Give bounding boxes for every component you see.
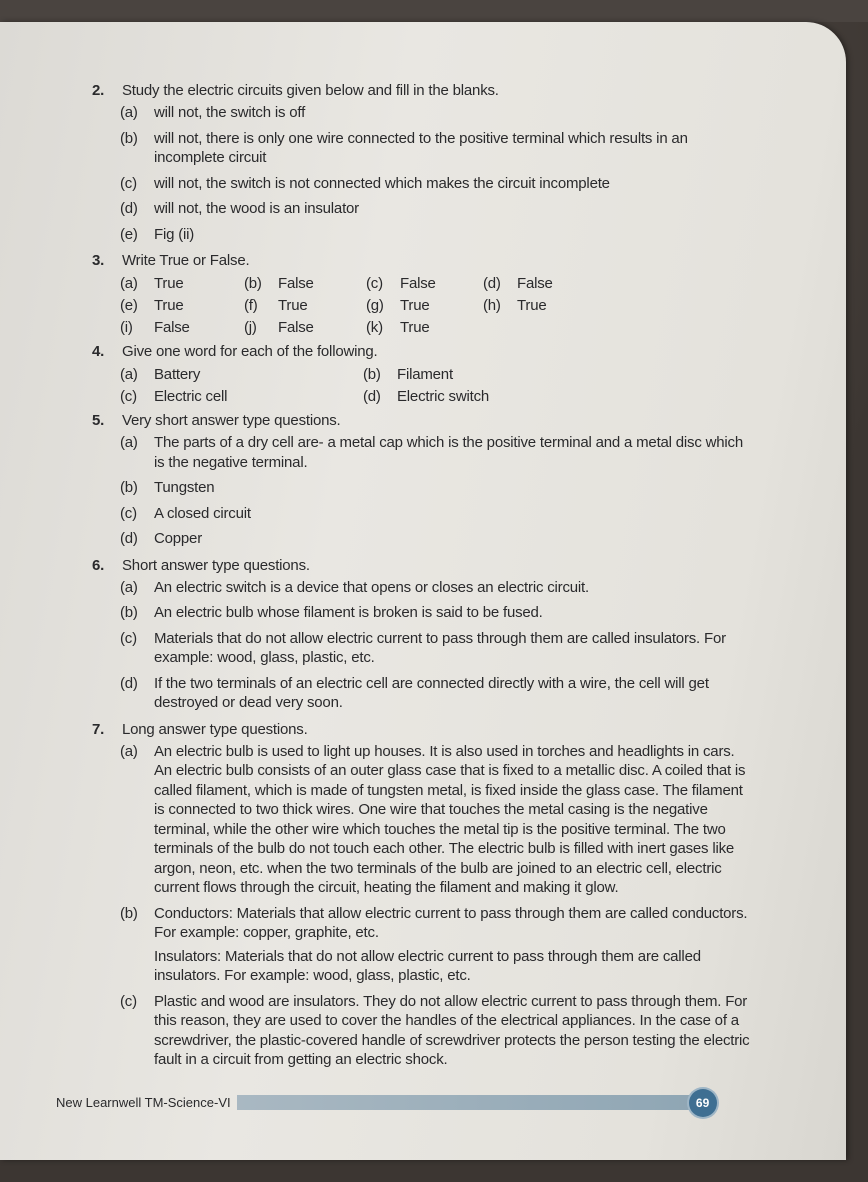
answer-text	[154, 529, 752, 553]
answer-text	[154, 742, 752, 902]
answer-label: (c)	[120, 504, 137, 522]
answer-item	[120, 295, 244, 317]
answer-item	[366, 295, 483, 317]
answer-text: True	[400, 297, 430, 314]
answer-label: (d)	[483, 275, 501, 292]
answer-paragraph: Materials that do not allow electric current to pass through them are called insulators. For example: wood, glass, plastic, etc.	[154, 629, 726, 666]
answer-label: (e)	[120, 225, 138, 243]
question-title: Study the electric circuits given below and fill in the blanks.	[122, 82, 499, 99]
question-heading	[92, 341, 752, 362]
answer-paragraph: will not, the switch is off	[154, 104, 306, 121]
question-4	[92, 341, 752, 408]
answer-grid	[92, 273, 752, 339]
answer-item	[92, 433, 752, 476]
question-7	[92, 719, 752, 1074]
answer-label: (b)	[363, 366, 381, 383]
answer-label: (b)	[120, 904, 138, 922]
question-6	[92, 555, 752, 717]
answer-paragraph: If the two terminals of an electric cell are connected directly with a wire, the cell will get destroyed or dead very soon.	[154, 674, 709, 711]
book-page	[0, 22, 846, 1160]
answer-item	[92, 578, 752, 602]
answer-label: (b)	[244, 275, 262, 292]
answer-paragraph: Insulators: Materials that do not allow electric current to pass through them are called insulators. For example: wood, glass, plastic, etc.	[154, 947, 701, 984]
answer-label: (c)	[120, 174, 137, 192]
answer-text: True	[154, 275, 184, 292]
answer-text	[154, 199, 752, 223]
answer-item	[92, 529, 752, 553]
answer-text	[154, 629, 752, 672]
answer-label: (d)	[120, 200, 138, 217]
page-number: 69	[689, 1089, 717, 1117]
answer-item	[92, 603, 752, 627]
answer-text	[154, 603, 752, 627]
answer-label: (j)	[244, 319, 257, 336]
answer-item	[363, 386, 613, 408]
answer-paragraph: Plastic and wood are insulators. They do not allow electric current to pass through them. For this reason, they are used to cover the handles of the electrical appliances. In the case of a screwdriver, the plastic-covered handle of screwdriver protects the person testing the electric fault in a circuit from getting an electric shock.	[154, 992, 750, 1068]
answer-text: False	[154, 319, 190, 336]
question-title: Give one word for each of the following.	[122, 343, 378, 360]
question-heading	[92, 719, 752, 740]
question-heading	[92, 555, 752, 576]
answer-item	[92, 129, 752, 172]
answer-text	[154, 992, 752, 1074]
answer-label: (g)	[366, 297, 384, 314]
answer-item	[120, 364, 363, 386]
answer-paragraph: The parts of a dry cell are- a metal cap which is the positive terminal and a metal disc which is the negative terminal.	[154, 434, 743, 471]
answer-text	[154, 103, 752, 127]
answer-grid	[92, 364, 752, 408]
answer-label: (b)	[120, 479, 138, 496]
answer-item	[366, 273, 483, 295]
answer-text: Filament	[397, 366, 453, 383]
answer-item	[120, 317, 244, 339]
answer-paragraph: Conductors: Materials that allow electric current to pass through them are called conductors. For example: copper, graphite, etc.	[154, 904, 748, 941]
question-2	[92, 80, 752, 248]
question-3	[92, 250, 752, 339]
answer-item	[92, 103, 752, 127]
answer-paragraph: An electric bulb whose filament is broken is said to be fused.	[154, 604, 543, 621]
answer-text: Electric switch	[397, 388, 490, 405]
answer-label: (a)	[120, 275, 138, 292]
answer-text	[154, 174, 752, 198]
answer-text: False	[278, 275, 314, 292]
question-number: 5.	[92, 412, 105, 429]
answer-text	[154, 129, 752, 172]
answer-item	[92, 504, 752, 528]
answer-text: Electric cell	[154, 388, 228, 405]
footer-bar	[237, 1095, 697, 1110]
question-number: 7.	[92, 720, 105, 738]
answer-label: (d)	[120, 530, 138, 547]
answer-paragraph: An electric bulb is used to light up houses. It is also used in torches and headlights in cars. An electric bulb consists of an outer glass case that is fixed to a metallic disc. A coiled that is called filament, which is made of tungsten metal, is fixed inside the glass case. The filament is connected to two thick wires. One wire that touches the metal casing is the negative terminal, while the other wire which touches the metal tip is the positive terminal. The two terminals of the bulb do not touch each other. The electric bulb is filled with inert gases like argon, neon, etc. when the two terminals of the bulb are joined to an electric cell, electric current flows through the circuit, heating the filament and making it glow.	[154, 742, 746, 896]
answer-text: True	[400, 319, 430, 336]
answer-paragraph: Fig (ii)	[154, 225, 195, 243]
answer-label: (a)	[120, 578, 138, 596]
answer-item	[92, 992, 752, 1074]
answer-text: Battery	[154, 366, 201, 383]
answer-paragraph: will not, the switch is not connected which makes the circuit incomplete	[154, 174, 610, 192]
answer-label: (d)	[120, 674, 138, 692]
answer-label: (h)	[483, 297, 501, 314]
question-title: Short answer type questions.	[122, 556, 310, 574]
answer-paragraph: A closed circuit	[154, 504, 251, 522]
answer-item	[483, 273, 583, 295]
question-number: 2.	[92, 82, 105, 99]
answer-text: True	[517, 297, 547, 314]
question-heading	[92, 250, 752, 271]
answer-item	[120, 386, 363, 408]
answer-item	[92, 199, 752, 223]
answer-text	[154, 904, 752, 990]
answer-item	[366, 317, 483, 339]
answer-text: False	[278, 319, 314, 336]
answer-paragraph: will not, there is only one wire connected to the positive terminal which results in an incomplete circuit	[154, 129, 688, 166]
question-title: Write True or False.	[122, 252, 250, 269]
answer-paragraph: An electric switch is a device that opens or closes an electric circuit.	[154, 578, 589, 596]
answer-label: (c)	[120, 992, 137, 1010]
answer-text: True	[154, 297, 184, 314]
question-number: 6.	[92, 556, 105, 574]
answer-item	[363, 364, 613, 386]
answer-paragraph: will not, the wood is an insulator	[154, 200, 359, 217]
question-title: Long answer type questions.	[122, 720, 308, 738]
answer-item	[92, 629, 752, 672]
answer-label: (k)	[366, 319, 383, 336]
answer-text: True	[278, 297, 308, 314]
answer-item	[244, 317, 366, 339]
answer-text	[154, 578, 752, 602]
answer-label: (f)	[244, 297, 258, 314]
answer-paragraph: Tungsten	[154, 479, 215, 496]
answer-item	[92, 904, 752, 990]
answer-item	[483, 295, 583, 317]
answer-item	[244, 273, 366, 295]
question-number: 4.	[92, 343, 105, 360]
answer-label: (b)	[120, 604, 138, 621]
answer-item	[92, 225, 752, 249]
answer-content	[0, 22, 752, 1074]
question-number: 3.	[92, 252, 105, 269]
answer-text	[154, 478, 752, 502]
answer-item	[92, 742, 752, 902]
answer-item	[92, 478, 752, 502]
answer-text	[154, 504, 752, 528]
answer-item	[120, 273, 244, 295]
question-heading	[92, 410, 752, 431]
answer-item	[92, 674, 752, 717]
answer-label: (c)	[120, 388, 137, 405]
answer-text: False	[517, 275, 553, 292]
answer-text	[154, 674, 752, 717]
question-title: Very short answer type questions.	[122, 412, 341, 429]
answer-label: (e)	[120, 297, 138, 314]
answer-label: (i)	[120, 319, 133, 336]
answer-label: (a)	[120, 434, 138, 451]
answer-label: (a)	[120, 104, 138, 121]
answer-label: (a)	[120, 742, 138, 760]
answer-text	[154, 433, 752, 476]
answer-label: (a)	[120, 366, 138, 383]
answer-label: (c)	[366, 275, 383, 292]
answer-paragraph: Copper	[154, 530, 202, 547]
answer-label: (c)	[120, 629, 137, 647]
answer-label: (d)	[363, 388, 381, 405]
answer-label: (b)	[120, 129, 138, 147]
answer-text: False	[400, 275, 436, 292]
answer-item	[92, 174, 752, 198]
page-footer	[56, 1088, 846, 1118]
question-heading	[92, 80, 752, 101]
answer-text	[154, 225, 752, 249]
answer-item	[244, 295, 366, 317]
book-title: New Learnwell TM-Science-VI	[56, 1095, 231, 1110]
question-5	[92, 410, 752, 553]
